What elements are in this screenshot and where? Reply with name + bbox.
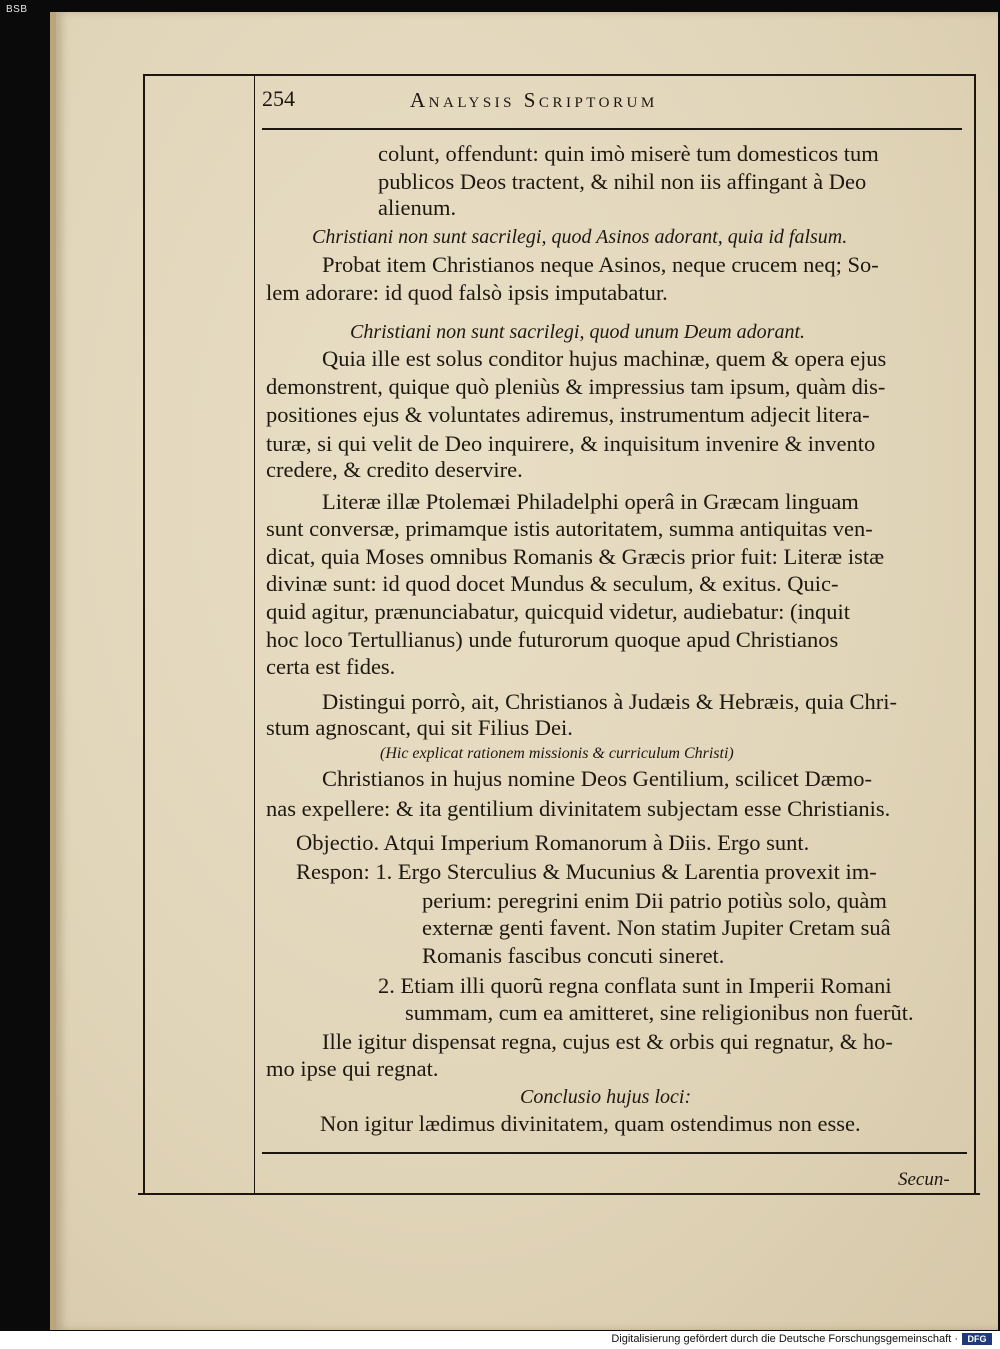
catchword: Secun-: [898, 1169, 950, 1190]
page-number: 254: [262, 86, 295, 111]
text-line: divinæ sunt: id quod docet Mundus & seculum, & exitus. Quic-: [266, 571, 839, 596]
parenthetical-note: (Hic explicat rationem missionis & curriculum Christi): [380, 745, 734, 762]
text-line: publicos Deos tractent, & nihil non iis affingant à Deo: [378, 169, 867, 194]
text-line: Distingui porrò, ait, Christianos à Judæis & Hebræis, quia Chri-: [322, 689, 897, 714]
text-line: Romanis fascibus concuti sineret.: [422, 943, 725, 968]
text-line: Literæ illæ Ptolemæi Philadelphi operâ in Græcam linguam: [322, 489, 859, 514]
text-line: Non igitur lædimus divinitatem, quam ostendimus non esse.: [320, 1111, 861, 1136]
text-line: certa est fides.: [266, 654, 396, 679]
text-line: Quia ille est solus conditor hujus machinæ, quem & opera ejus: [322, 346, 887, 371]
text-line: quid agitur, prænunciabatur, quicquid videtur, audiebatur: (inquit: [266, 599, 851, 624]
text-line: sunt conversæ, primamque istis autoritatem, summa antiquitas ven-: [266, 516, 873, 541]
text-line: nas expellere: & ita gentilium divinitatem subjectam esse Christianis.: [266, 796, 891, 821]
text-line: perium: peregrini enim Dii patrio potiùs solo, quàm: [422, 888, 887, 913]
objection-line: Objectio. Atqui Imperium Romanorum à Diis. Ergo sunt.: [296, 830, 810, 855]
page-header: [262, 86, 962, 116]
footer-credit: Digitalisierung gefördert durch die Deutsche Forschungsgemeinschaft ·: [611, 1333, 958, 1345]
running-title: Analysis Scriptorum: [410, 88, 658, 112]
frame-top-rule: [143, 74, 975, 76]
text-line: summam, cum ea amitteret, sine religionibus non fuerũt.: [405, 1000, 914, 1025]
section-heading: Christiani non sunt sacrilegi, quod Asinos adorant, quia id falsum.: [312, 226, 848, 248]
text-line: externæ genti favent. Non statim Jupiter Cretam suâ: [422, 915, 891, 940]
text-line: Probat item Christianos neque Asinos, neque crucem neq; So-: [322, 252, 879, 277]
text-line: positiones ejus & voluntates adiremus, instrumentum adjecit litera-: [266, 402, 870, 427]
frame-left-rule: [143, 74, 145, 1194]
response-line: Respon: 1. Ergo Sterculius & Mucunius & Larentia provexit im-: [296, 859, 877, 884]
dfg-logo: DFG: [962, 1333, 992, 1345]
text-line: Christianos in hujus nomine Deos Gentilium, scilicet Dæmo-: [322, 766, 872, 791]
text-line: colunt, offendunt: quin imò miserè tum domesticos tum: [378, 141, 879, 166]
section-heading: Christiani non sunt sacrilegi, quod unum Deum adorant.: [350, 321, 806, 343]
text-line: turæ, si qui velit de Deo inquirere, & inquisitum invenire & invento: [266, 431, 876, 456]
response-line: 2. Etiam illi quorũ regna conflata sunt in Imperii Romani: [378, 973, 892, 998]
frame-right-rule: [974, 74, 976, 1194]
text-line: mo ipse qui regnat.: [266, 1056, 439, 1081]
text-line: alienum.: [378, 195, 457, 220]
frame-bottom-rule: [138, 1193, 980, 1195]
frame-inner-rule: [254, 74, 255, 1194]
text-line: lem adorare: id quod falsò ipsis imputabatur.: [266, 280, 668, 305]
text-line: Ille igitur dispensat regna, cujus est & orbis qui regnatur, & ho-: [322, 1029, 893, 1054]
header-rule: [262, 128, 962, 130]
conclusion-heading: Conclusio hujus loci:: [520, 1086, 692, 1108]
text-line: hoc loco Tertullianus) unde futurorum quoque apud Christianos: [266, 627, 839, 652]
text-line: dicat, quia Moses omnibus Romanis & Græcis prior fuit: Literæ istæ: [266, 544, 885, 569]
text-end-rule: [262, 1152, 967, 1154]
text-line: demonstrent, quique quò pleniùs & impressius tam ipsum, quàm dis-: [266, 374, 886, 399]
library-tag: BSB: [6, 4, 28, 15]
text-line: credere, & credito deservire.: [266, 457, 523, 482]
text-line: stum agnoscant, qui sit Filius Dei.: [266, 715, 573, 740]
